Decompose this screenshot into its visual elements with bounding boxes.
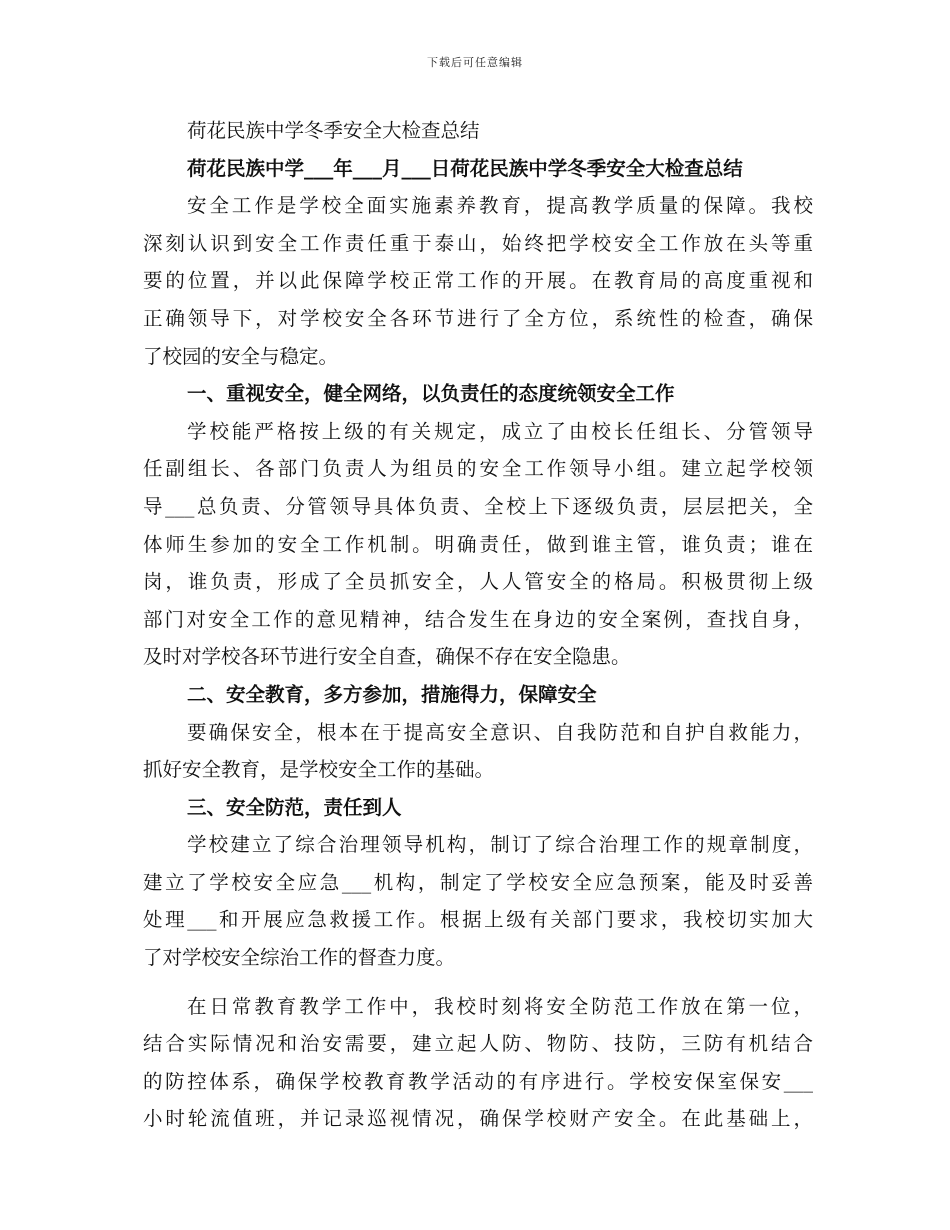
doc-line: 处理___和开展应急救援工作。根据上级有关部门要求，我校切实加大 [143,908,813,932]
doc-line: 岗，谁负责，形成了全员抓安全，人人管安全的格局。积极贯彻上级 [143,570,813,594]
document-body [143,112,813,1138]
doc-line: 安全工作是学校全面实施素养教育，提高教学质量的保障。我校 [187,194,813,218]
doc-line: 部门对安全工作的意见精神，结合发生在身边的安全案例，查找自身， [143,607,813,631]
doc-line: 导___总负责、分管领导具体负责、全校上下逐级负责，层层把关，全 [143,494,813,518]
doc-line: 小时轮流值班，并记录巡视情况，确保学校财产安全。在此基础上， [143,1107,813,1131]
doc-line: 三、安全防范，责任到人 [187,795,402,819]
doc-line: 荷花民族中学___年___月___日荷花民族中学冬季安全大检查总结 [187,156,743,180]
doc-line: 结合实际情况和治安需要，建立起人防、物防、技防，三防有机结合 [143,1032,813,1056]
doc-line: 任副组长、各部门负责人为组员的安全工作领导小组。建立起学校领 [143,457,813,481]
doc-line: 一、重视安全，健全网络，以负责任的态度统领安全工作 [187,382,675,406]
doc-line: 学校能严格按上级的有关规定，成立了由校长任组长、分管领导 [187,419,813,443]
doc-line: 抓好安全教育，是学校安全工作的基础。 [143,758,495,782]
doc-line: 深刻认识到安全工作责任重于泰山，始终把学校安全工作放在头等重 [143,231,813,255]
doc-line: 建立了学校安全应急___机构，制定了学校安全应急预案，能及时妥善 [143,870,813,894]
doc-line: 及时对学校各环节进行安全自查，确保不存在安全隐患。 [143,645,631,669]
doc-line: 的防控体系，确保学校教育教学活动的有序进行。学校安保室保安___ [143,1069,813,1093]
doc-line: 在日常教育教学工作中，我校时刻将安全防范工作放在第一位， [187,994,813,1018]
doc-line: 荷花民族中学冬季安全大检查总结 [187,119,480,142]
doc-line: 要的位置，并以此保障学校正常工作的开展。在教育局的高度重视和 [143,269,813,293]
doc-line: 了对学校安全综治工作的督查力度。 [143,946,456,970]
doc-line: 二、安全教育，多方参加，措施得力，保障安全 [187,682,597,706]
doc-line: 要确保安全，根本在于提高安全意识、自我防范和自护自救能力， [187,720,813,744]
doc-line: 学校建立了综合治理领导机构，制订了综合治理工作的规章制度， [187,833,813,857]
doc-line: 体师生参加的安全工作机制。明确责任，做到谁主管，谁负责；谁在 [143,532,813,556]
paragraph-gap [143,977,813,988]
doc-line: 正确领导下，对学校安全各环节进行了全方位，系统性的检查，确保 [143,306,813,330]
doc-line: 了校园的安全与稳定。 [143,344,339,368]
header-note: 下载后可任意编辑 [427,56,523,69]
